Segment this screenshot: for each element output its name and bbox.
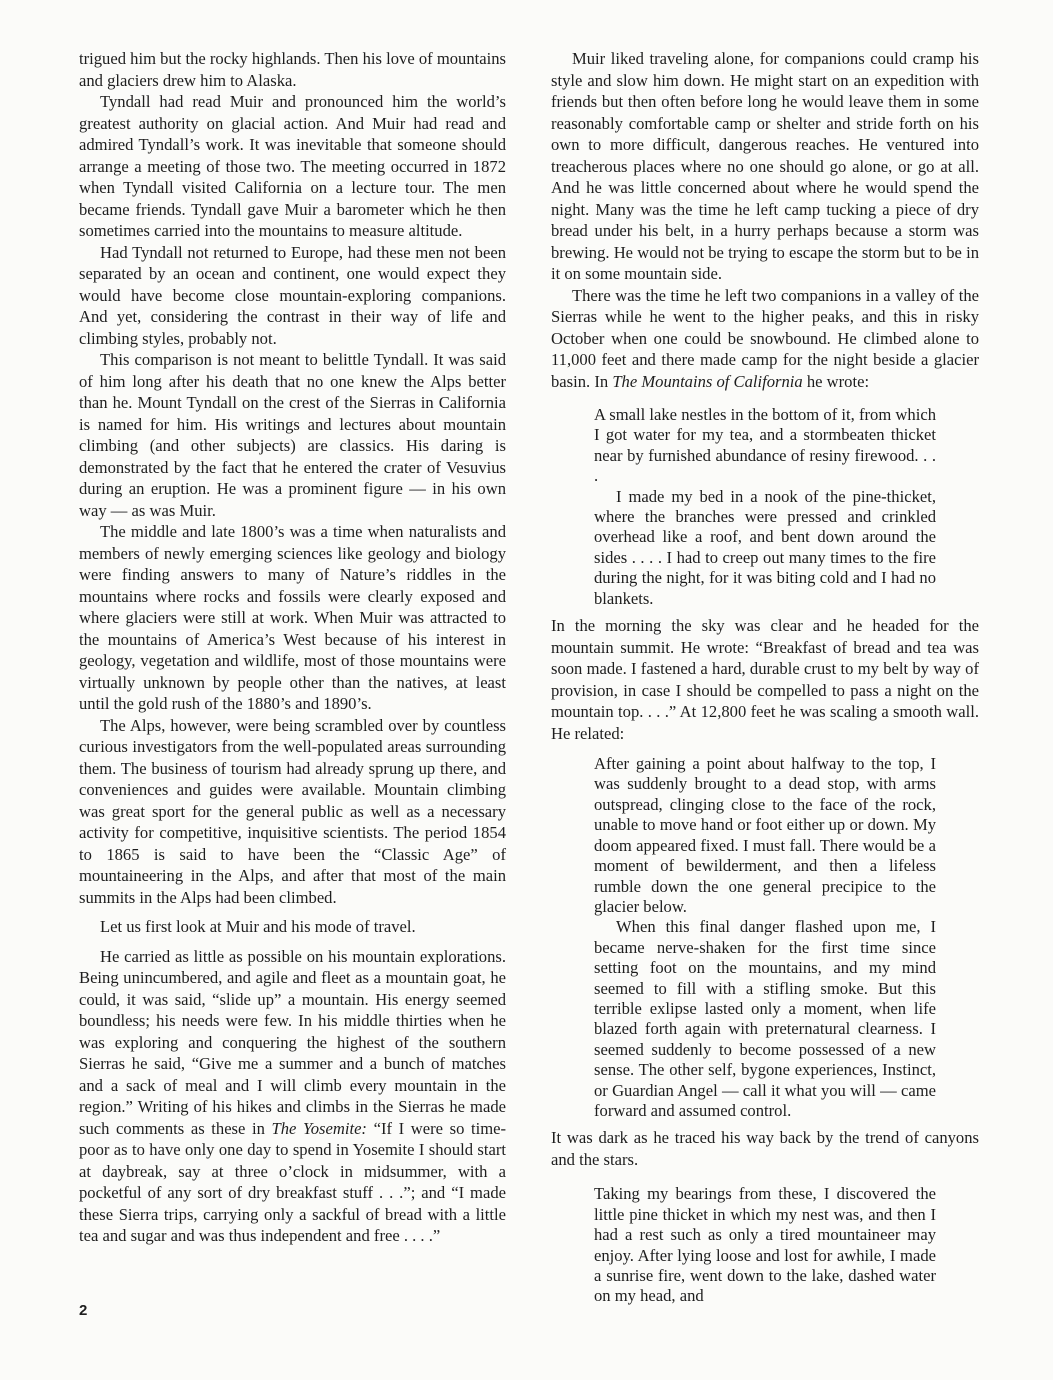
book-title: The Yosemite: bbox=[271, 1118, 367, 1138]
body-paragraph: The middle and late 1800’s was a time when naturalists and members of newly emerging sciences like geology and biology were finding answers to many of Nature’s riddles in the mountains where rocks and fossils were clearly exposed and where glaciers were still at work. When Muir was attracted to the mountains of America’s West because of his interest in geology, vegetation and wildlife, most of those mountains were virtually unknown by people other than the natives, at least until the gold rush of the 1880’s and 1890’s. bbox=[79, 522, 506, 713]
body-paragraph: In the morning the sky was clear and he headed for the mountain summit. He wrote: “Breakfast of bread and tea was soon made. I fastened a hard, durable crust to my belt by way of provision, in case I should be compelled to pass a night on the mountain top. . . .” At 12,800 feet he was scaling a smooth wall. He related: bbox=[551, 616, 979, 743]
body-paragraph: It was dark as he traced his way back by the trend of canyons and the stars. bbox=[551, 1128, 979, 1169]
quote-paragraph: A small lake nestles in the bottom of it, from which I got water for my tea, and a stormbeaten thicket near by furnished abundance of resiny firewood. . . . bbox=[594, 405, 936, 486]
body-paragraph bbox=[551, 285, 979, 393]
block-quote bbox=[594, 754, 936, 1121]
quote-paragraph: I made my bed in a nook of the pine-thicket, where the branches were pressed and crinkled overhead like a roof, and bent down around the sides . . . . I had to creep out many times to the fire during the night, for it was biting cold and I had no blankets. bbox=[594, 486, 936, 608]
right-column bbox=[551, 48, 979, 1313]
quote-paragraph: Taking my bearings from these, I discovered the little pine thicket in which my nest was, and then I had a rest such as only a tired mountaineer may enjoy. After lying loose and lost for awhile, I made a sunrise fire, went down to the lake, dashed water on my head, and bbox=[594, 1184, 936, 1306]
book-title: The Mountains of California bbox=[612, 371, 803, 391]
body-paragraph: Muir liked traveling alone, for companions could cramp his style and slow him down. He might start on an expedition with friends but then often before long he would leave them in some reasonably comfortable camp or shelter and stride forth on his own to more difficult, dangerous reaches. He ventured into treacherous places where no one should go alone, or go at all. And he was little concerned about where he would spend the night. Many was the time he left camp tucking a piece of dry bread under his belt, in a hurry perhaps because a storm was brewing. He would not be trying to escape the storm but to be in it on some mountain side. bbox=[551, 49, 979, 283]
text-run: “If I were so time-poor as to have only one day to spend in Yosemite I should start at daybreak, say at three o’clock in midsummer, with a pocketful of any sort of dry breakfast stuff . . .”; and “I made these Sierra trips, carrying only a sackful of bread with a little tea and sugar and was thus independent and free . . . .” bbox=[79, 1118, 507, 1245]
text-run: He carried as little as possible on his mountain explorations. Being unincumbered, and agile and fleet as a mountain goat, he could, it was said, “slide up” a mountain. His energy seemed boundless; his needs were few. In his middle thirties when he was exploring and conquering the highest of the southern Sierras he said, “Give me a summer and a bunch of matches and a sack of meal and I will climb every mountain in the region.” Writing of his hikes and climbs in the Sierras he made such comments as these in bbox=[79, 946, 506, 1138]
body-paragraph: trigued him but the rocky highlands. Then his love of mountains and glaciers drew him to Alaska. bbox=[79, 49, 506, 90]
body-paragraph: Had Tyndall not returned to Europe, had these men not been separated by an ocean and continent, one would expect they would have become close mountain-exploring companions. And yet, considering the contrast in their way of life and climbing styles, probably not. bbox=[79, 242, 506, 348]
body-paragraph: Let us first look at Muir and his mode of travel. bbox=[100, 917, 416, 936]
block-quote bbox=[594, 405, 936, 609]
text-run: he wrote: bbox=[806, 371, 870, 391]
left-column bbox=[79, 48, 506, 1247]
body-paragraph: This comparison is not meant to belittle Tyndall. It was said of him long after his death that no one knew the Alps better than he. Mount Tyndall on the crest of the Sierras in California is named for him. His writings and lectures about mountain climbing (and other subjects) are classics. His daring is demonstrated by the fact that he entered the crater of Vesuvius during an eruption. He was a prominent figure — in his own way — as was Muir. bbox=[79, 350, 506, 520]
body-paragraph: Tyndall had read Muir and pronounced him the world’s greatest authority on glacial action. And Muir had read and admired Tyndall’s work. It was inevitable that someone should arrange a meeting of those two. The meeting occurred in 1872 when Tyndall visited California on a lecture tour. The men became friends. Tyndall gave Muir a barometer which he then sometimes carried into the mountains to measure altitude. bbox=[79, 92, 506, 240]
text-run: There was the time he left two companions in a valley of the Sierras while he went to the higher peaks, and this in risky October when one could be snowbound. He climbed alone to 11,000 feet and there made camp for the night beside a glacier basin. In bbox=[551, 285, 979, 391]
body-paragraph bbox=[79, 946, 506, 1247]
quote-paragraph: When this final danger flashed upon me, I became nerve-shaken for the first time since setting foot on the mountains, and my mind seemed to fill with a stifling smoke. But this terrible exlipse lasted only a moment, when life blazed forth again with preternatural clearness. I seemed suddenly to become possessed of a new sense. The other self, bygone experiences, Instinct, or Guardian Angel — call it what you will — came forward and assumed control. bbox=[594, 917, 936, 1120]
page-number: 2 bbox=[79, 1302, 88, 1319]
quote-paragraph: After gaining a point about halfway to the top, I was suddenly brought to a dead stop, with arms outspread, clinging close to the face of the rock, unable to move hand or foot either up or down. My doom appeared fixed. I must fall. There would be a moment of bewilderment, and then a lifeless rumble down the one general precipice to the glacier below. bbox=[594, 754, 936, 916]
block-quote bbox=[594, 1184, 936, 1306]
body-paragraph: The Alps, however, were being scrambled over by countless curious investigators from the well-populated areas surrounding them. The business of tourism had already sprung up there, and conveniences and guides were available. Mountain climbing was great sport for the general public as well as a necessary activity for competitive, inquisitive scientists. The period 1854 to 1865 is said to have been the “Classic Age” of mountaineering in the Alps, and after that most of the main summits in the Alps had been climbed. bbox=[79, 715, 506, 907]
